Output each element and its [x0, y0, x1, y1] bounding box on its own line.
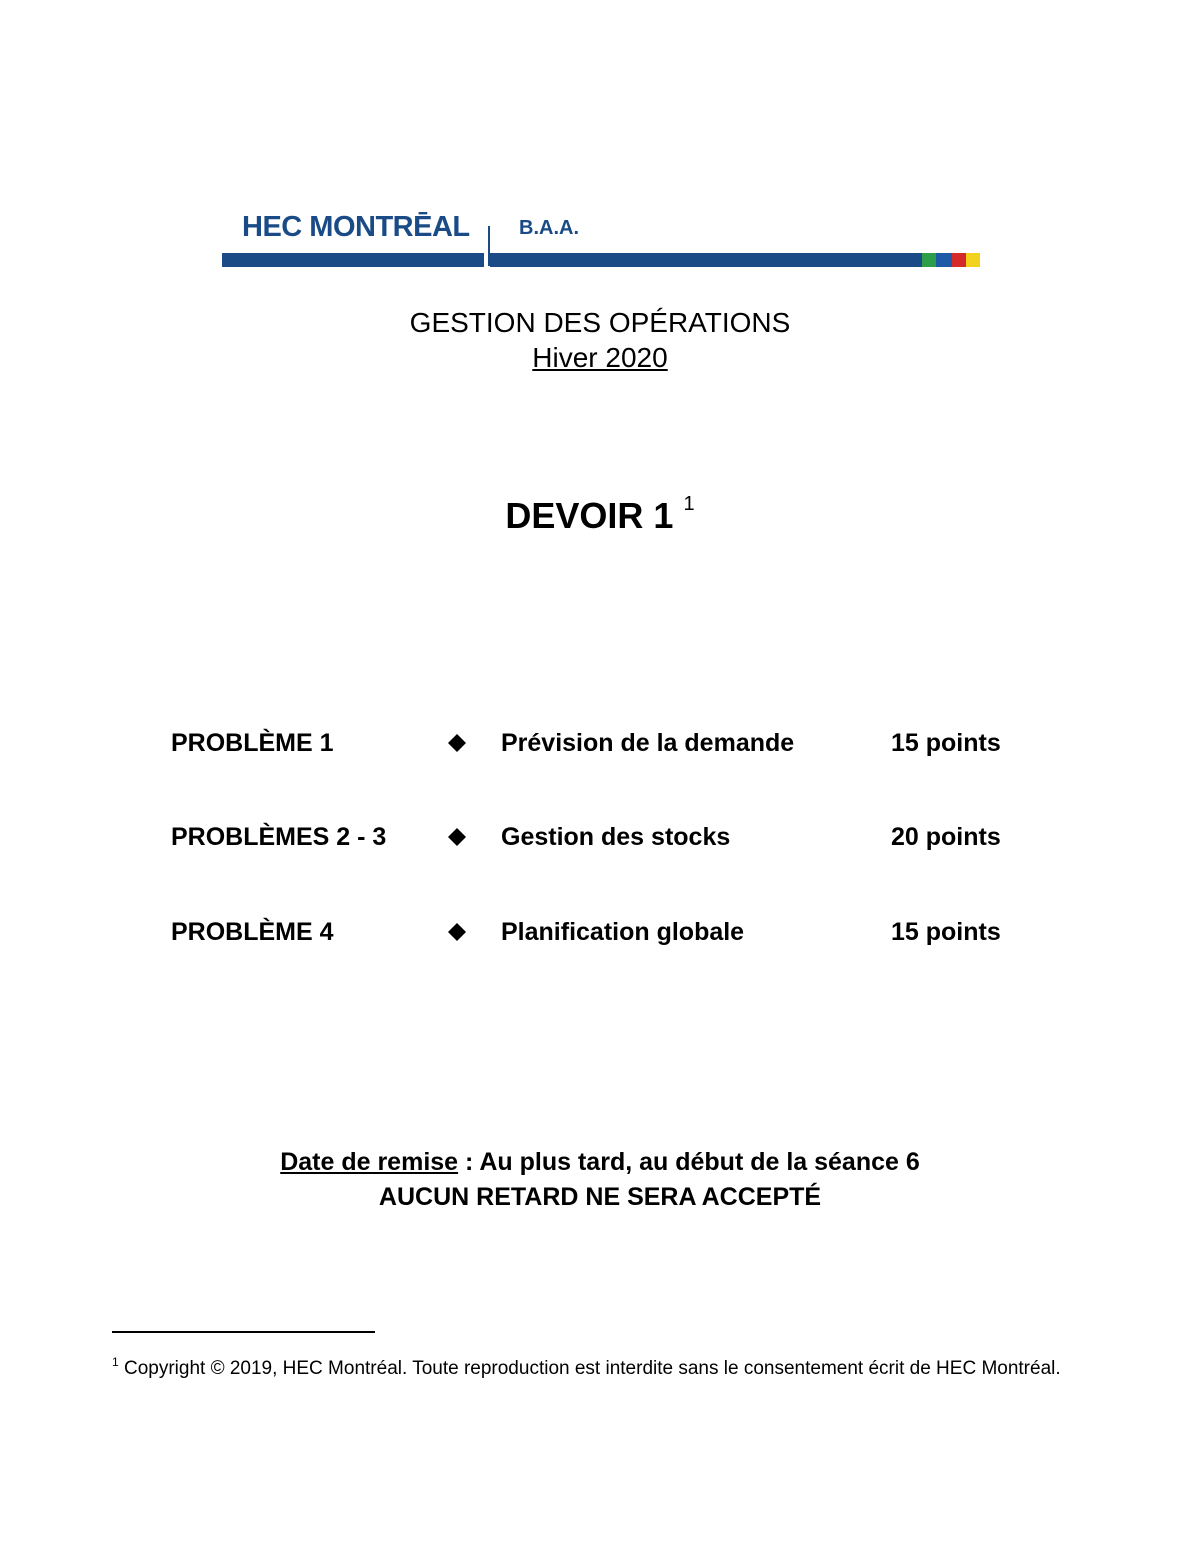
diamond-bullet-icon	[448, 734, 466, 752]
problem-topic: Planification globale	[501, 918, 745, 946]
problem-row	[0, 726, 1200, 760]
assignment-title-line	[0, 494, 1200, 538]
footnote-rule	[112, 1331, 375, 1333]
program-label: B.A.A.	[519, 217, 579, 239]
problem-label: PROBLÈME 1	[171, 729, 334, 757]
problem-topic: Gestion des stocks	[501, 823, 731, 851]
course-title: GESTION DES OPÉRATIONS	[409, 307, 791, 338]
deadline-label: Date de remise	[280, 1148, 459, 1176]
problem-label: PROBLÈME 4	[171, 918, 334, 946]
diamond-bullet-icon	[448, 828, 466, 846]
header-band-left	[222, 253, 484, 267]
deadline-text: Au plus tard, au début de la séance 6	[479, 1148, 920, 1176]
footnote-number: 1	[112, 1355, 119, 1369]
deadline-line	[0, 1145, 1200, 1179]
header-band-blue	[936, 253, 952, 267]
problem-row	[0, 820, 1200, 854]
assignment-title: DEVOIR 1	[505, 495, 674, 536]
problem-row	[0, 915, 1200, 949]
problem-points: 15 points	[891, 918, 1001, 946]
term-line	[0, 340, 1200, 376]
header-band-green	[922, 253, 936, 267]
course-term: Hiver 2020	[532, 342, 668, 373]
deadline-separator: :	[458, 1148, 480, 1176]
problem-topic: Prévision de la demande	[501, 729, 795, 757]
diamond-bullet-icon	[448, 923, 466, 941]
problem-points: 15 points	[891, 729, 1001, 757]
late-warning: AUCUN RETARD NE SERA ACCEPTÉ	[378, 1183, 822, 1211]
footnote	[112, 1356, 1086, 1381]
header-band-yellow	[966, 253, 980, 267]
header-band-red	[952, 253, 966, 267]
footnote-text: Copyright © 2019, HEC Montréal. Toute reproduction est interdite sans le consentement écrit de HEC Montréal.	[123, 1358, 1061, 1379]
footnote-ref: 1	[683, 493, 695, 515]
problem-points: 20 points	[891, 823, 1001, 851]
hec-montreal-logo: HEC MONTRĒAL	[242, 211, 470, 243]
header-band-right	[490, 253, 922, 267]
problem-label: PROBLÈMES 2 - 3	[171, 823, 387, 851]
